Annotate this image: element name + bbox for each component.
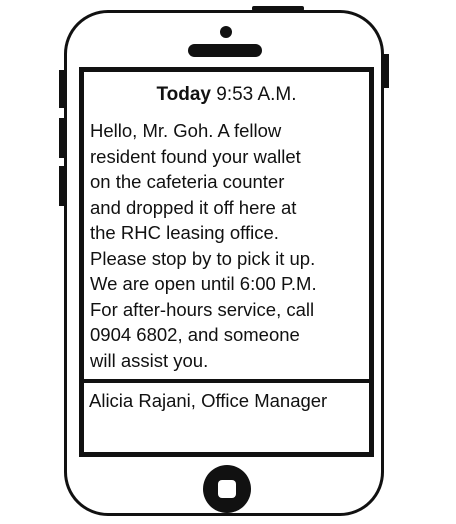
message-time: 9:53 A.M. <box>216 84 297 105</box>
signature-divider <box>84 379 369 383</box>
message-line: on the cafeteria counter <box>90 171 285 192</box>
message-signature: Alicia Rajani, Office Manager <box>89 390 328 411</box>
camera-icon <box>220 26 232 38</box>
day-label: Today <box>156 84 211 105</box>
message-line: will assist you. <box>90 349 209 371</box>
message-body <box>90 118 369 373</box>
message-screen <box>79 67 374 457</box>
message-line: For after-hours service, call <box>90 298 315 320</box>
message-line: 0904 6802, and someone <box>90 324 300 345</box>
home-button-square <box>218 480 236 498</box>
message-line: the RHC leasing office. <box>90 222 279 243</box>
message-line: Hello, Mr. Goh. A fellow <box>90 120 282 141</box>
message-line: resident found your wallet <box>90 145 301 167</box>
message-line: We are open until 6:00 P.M. <box>90 273 317 294</box>
message-header <box>84 84 369 106</box>
speaker-icon <box>188 44 262 57</box>
message-line: and dropped it off here at <box>90 196 297 218</box>
home-button-icon[interactable] <box>203 465 251 513</box>
message-line: Please stop by to pick it up. <box>90 247 316 269</box>
